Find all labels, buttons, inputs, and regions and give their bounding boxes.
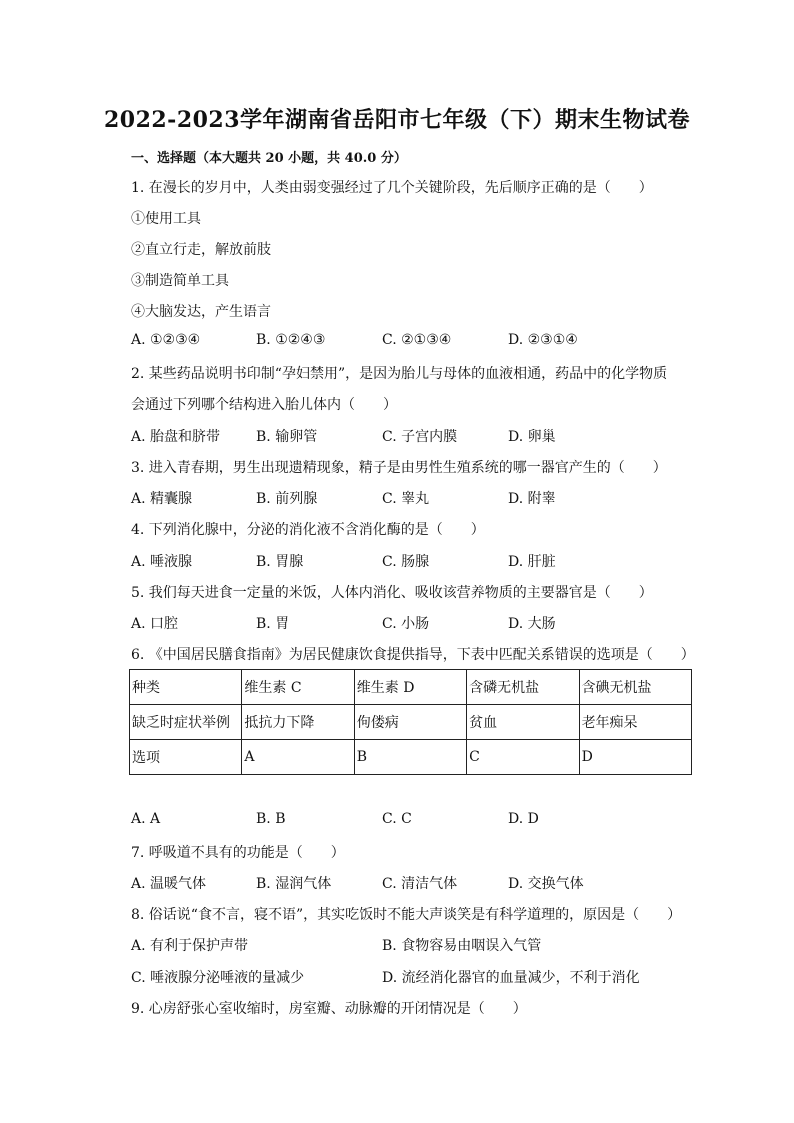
question-8-option-c: C. 唾液腺分泌唾液的量减少 bbox=[131, 970, 305, 986]
question-1-option-a: A. ①②③④ bbox=[131, 332, 201, 348]
question-3-option-b: B. 前列腺 bbox=[256, 491, 318, 507]
question-8-option-d: D. 流经消化器官的血量减少，不利于消化 bbox=[382, 970, 640, 986]
table-cell: 维生素 D bbox=[354, 670, 466, 705]
question-7-option-a: A. 温暖气体 bbox=[131, 876, 207, 892]
question-2-stem: 2. 某些药品说明书印制“孕妇禁用”，是因为胎儿与母体的血液相通，药品中的化学物质 bbox=[131, 366, 668, 382]
question-5-option-c: C. 小肠 bbox=[382, 616, 430, 632]
question-4-option-b: B. 胃腺 bbox=[256, 554, 304, 570]
question-6-option-d: D. D bbox=[508, 811, 539, 827]
table-cell: 含磷无机盐 bbox=[467, 670, 579, 705]
table-cell: 种类 bbox=[130, 670, 242, 705]
question-4-option-d: D. 肝脏 bbox=[508, 554, 556, 570]
table-cell: 维生素 C bbox=[242, 670, 354, 705]
section-heading: 一、选择题（本大题共 20 小题，共 40.0 分） bbox=[131, 151, 407, 166]
question-1-option-d: D. ②③①④ bbox=[508, 332, 578, 348]
question-6-option-a: A. A bbox=[131, 811, 161, 827]
question-4-stem: 4. 下列消化腺中，分泌的消化液不含消化酶的是（ ） bbox=[131, 522, 485, 538]
question-7-stem: 7. 呼吸道不具有的功能是（ ） bbox=[131, 845, 345, 861]
question-7-option-c: C. 清洁气体 bbox=[382, 876, 458, 892]
table-cell: B bbox=[354, 740, 466, 775]
question-4-option-c: C. 肠腺 bbox=[382, 554, 430, 570]
question-3-option-c: C. 睾丸 bbox=[382, 491, 430, 507]
question-5-option-d: D. 大肠 bbox=[508, 616, 556, 632]
exam-title: 2022-2023学年湖南省岳阳市七年级（下）期末生物试卷 bbox=[103, 107, 691, 133]
question-3-option-d: D. 附睾 bbox=[508, 491, 556, 507]
table-cell: 选项 bbox=[130, 740, 242, 775]
table-cell: 佝偻病 bbox=[354, 705, 466, 740]
question-1-item-2: ②直立行走，解放前肢 bbox=[131, 242, 271, 258]
table-cell: 贫血 bbox=[467, 705, 579, 740]
table-row bbox=[130, 705, 692, 740]
question-1-item-4: ④大脑发达，产生语言 bbox=[131, 304, 271, 320]
question-7-option-d: D. 交换气体 bbox=[508, 876, 584, 892]
question-6-stem: 6. 《中国居民膳食指南》为居民健康饮食提供指导，下表中匹配关系错误的选项是（ ） bbox=[131, 647, 695, 663]
question-1-item-3: ③制造简单工具 bbox=[131, 273, 229, 289]
question-4-option-a: A. 唾液腺 bbox=[131, 554, 193, 570]
question-2-option-d: D. 卵巢 bbox=[508, 429, 556, 445]
question-6-option-b: B. B bbox=[256, 811, 286, 827]
nutrition-table bbox=[129, 669, 692, 775]
table-cell: 老年痴呆 bbox=[579, 705, 691, 740]
question-8-option-b: B. 食物容易由咽误入气管 bbox=[382, 938, 542, 954]
question-7-option-b: B. 湿润气体 bbox=[256, 876, 332, 892]
table-cell: 抵抗力下降 bbox=[242, 705, 354, 740]
question-1-item-1: ①使用工具 bbox=[131, 211, 201, 227]
table-cell: C bbox=[467, 740, 579, 775]
question-1-stem: 1. 在漫长的岁月中，人类由弱变强经过了几个关键阶段，先后顺序正确的是（ ） bbox=[131, 180, 653, 196]
question-3-option-a: A. 精囊腺 bbox=[131, 491, 193, 507]
table-cell: 缺乏时症状举例 bbox=[130, 705, 242, 740]
question-8-stem: 8. 俗话说“食不言，寝不语”，其实吃饭时不能大声谈笑是有科学道理的，原因是（ ） bbox=[131, 907, 682, 923]
question-1-option-b: B. ①②④③ bbox=[256, 332, 326, 348]
table-cell: A bbox=[242, 740, 354, 775]
question-2-option-c: C. 子宫内膜 bbox=[382, 429, 458, 445]
question-8-option-a: A. 有利于保护声带 bbox=[131, 938, 249, 954]
question-1-option-c: C. ②①③④ bbox=[382, 332, 452, 348]
question-3-stem: 3. 进入青春期，男生出现遗精现象，精子是由男性生殖系统的哪一器官产生的（ ） bbox=[131, 460, 667, 476]
question-5-option-b: B. 胃 bbox=[256, 616, 290, 632]
table-cell: 含碘无机盐 bbox=[579, 670, 691, 705]
question-6-option-c: C. C bbox=[382, 811, 412, 827]
table-row bbox=[130, 740, 692, 775]
question-2-option-a: A. 胎盘和脐带 bbox=[131, 429, 221, 445]
question-2-stem-cont: 会通过下列哪个结构进入胎儿体内（ ） bbox=[131, 397, 397, 413]
question-9-stem: 9. 心房舒张心室收缩时，房室瓣、动脉瓣的开闭情况是（ ） bbox=[131, 1001, 527, 1017]
question-2-option-b: B. 输卵管 bbox=[256, 429, 318, 445]
table-cell: D bbox=[579, 740, 691, 775]
table-row bbox=[130, 670, 692, 705]
question-5-option-a: A. 口腔 bbox=[131, 616, 179, 632]
question-5-stem: 5. 我们每天进食一定量的米饭，人体内消化、吸收该营养物质的主要器官是（ ） bbox=[131, 585, 653, 601]
